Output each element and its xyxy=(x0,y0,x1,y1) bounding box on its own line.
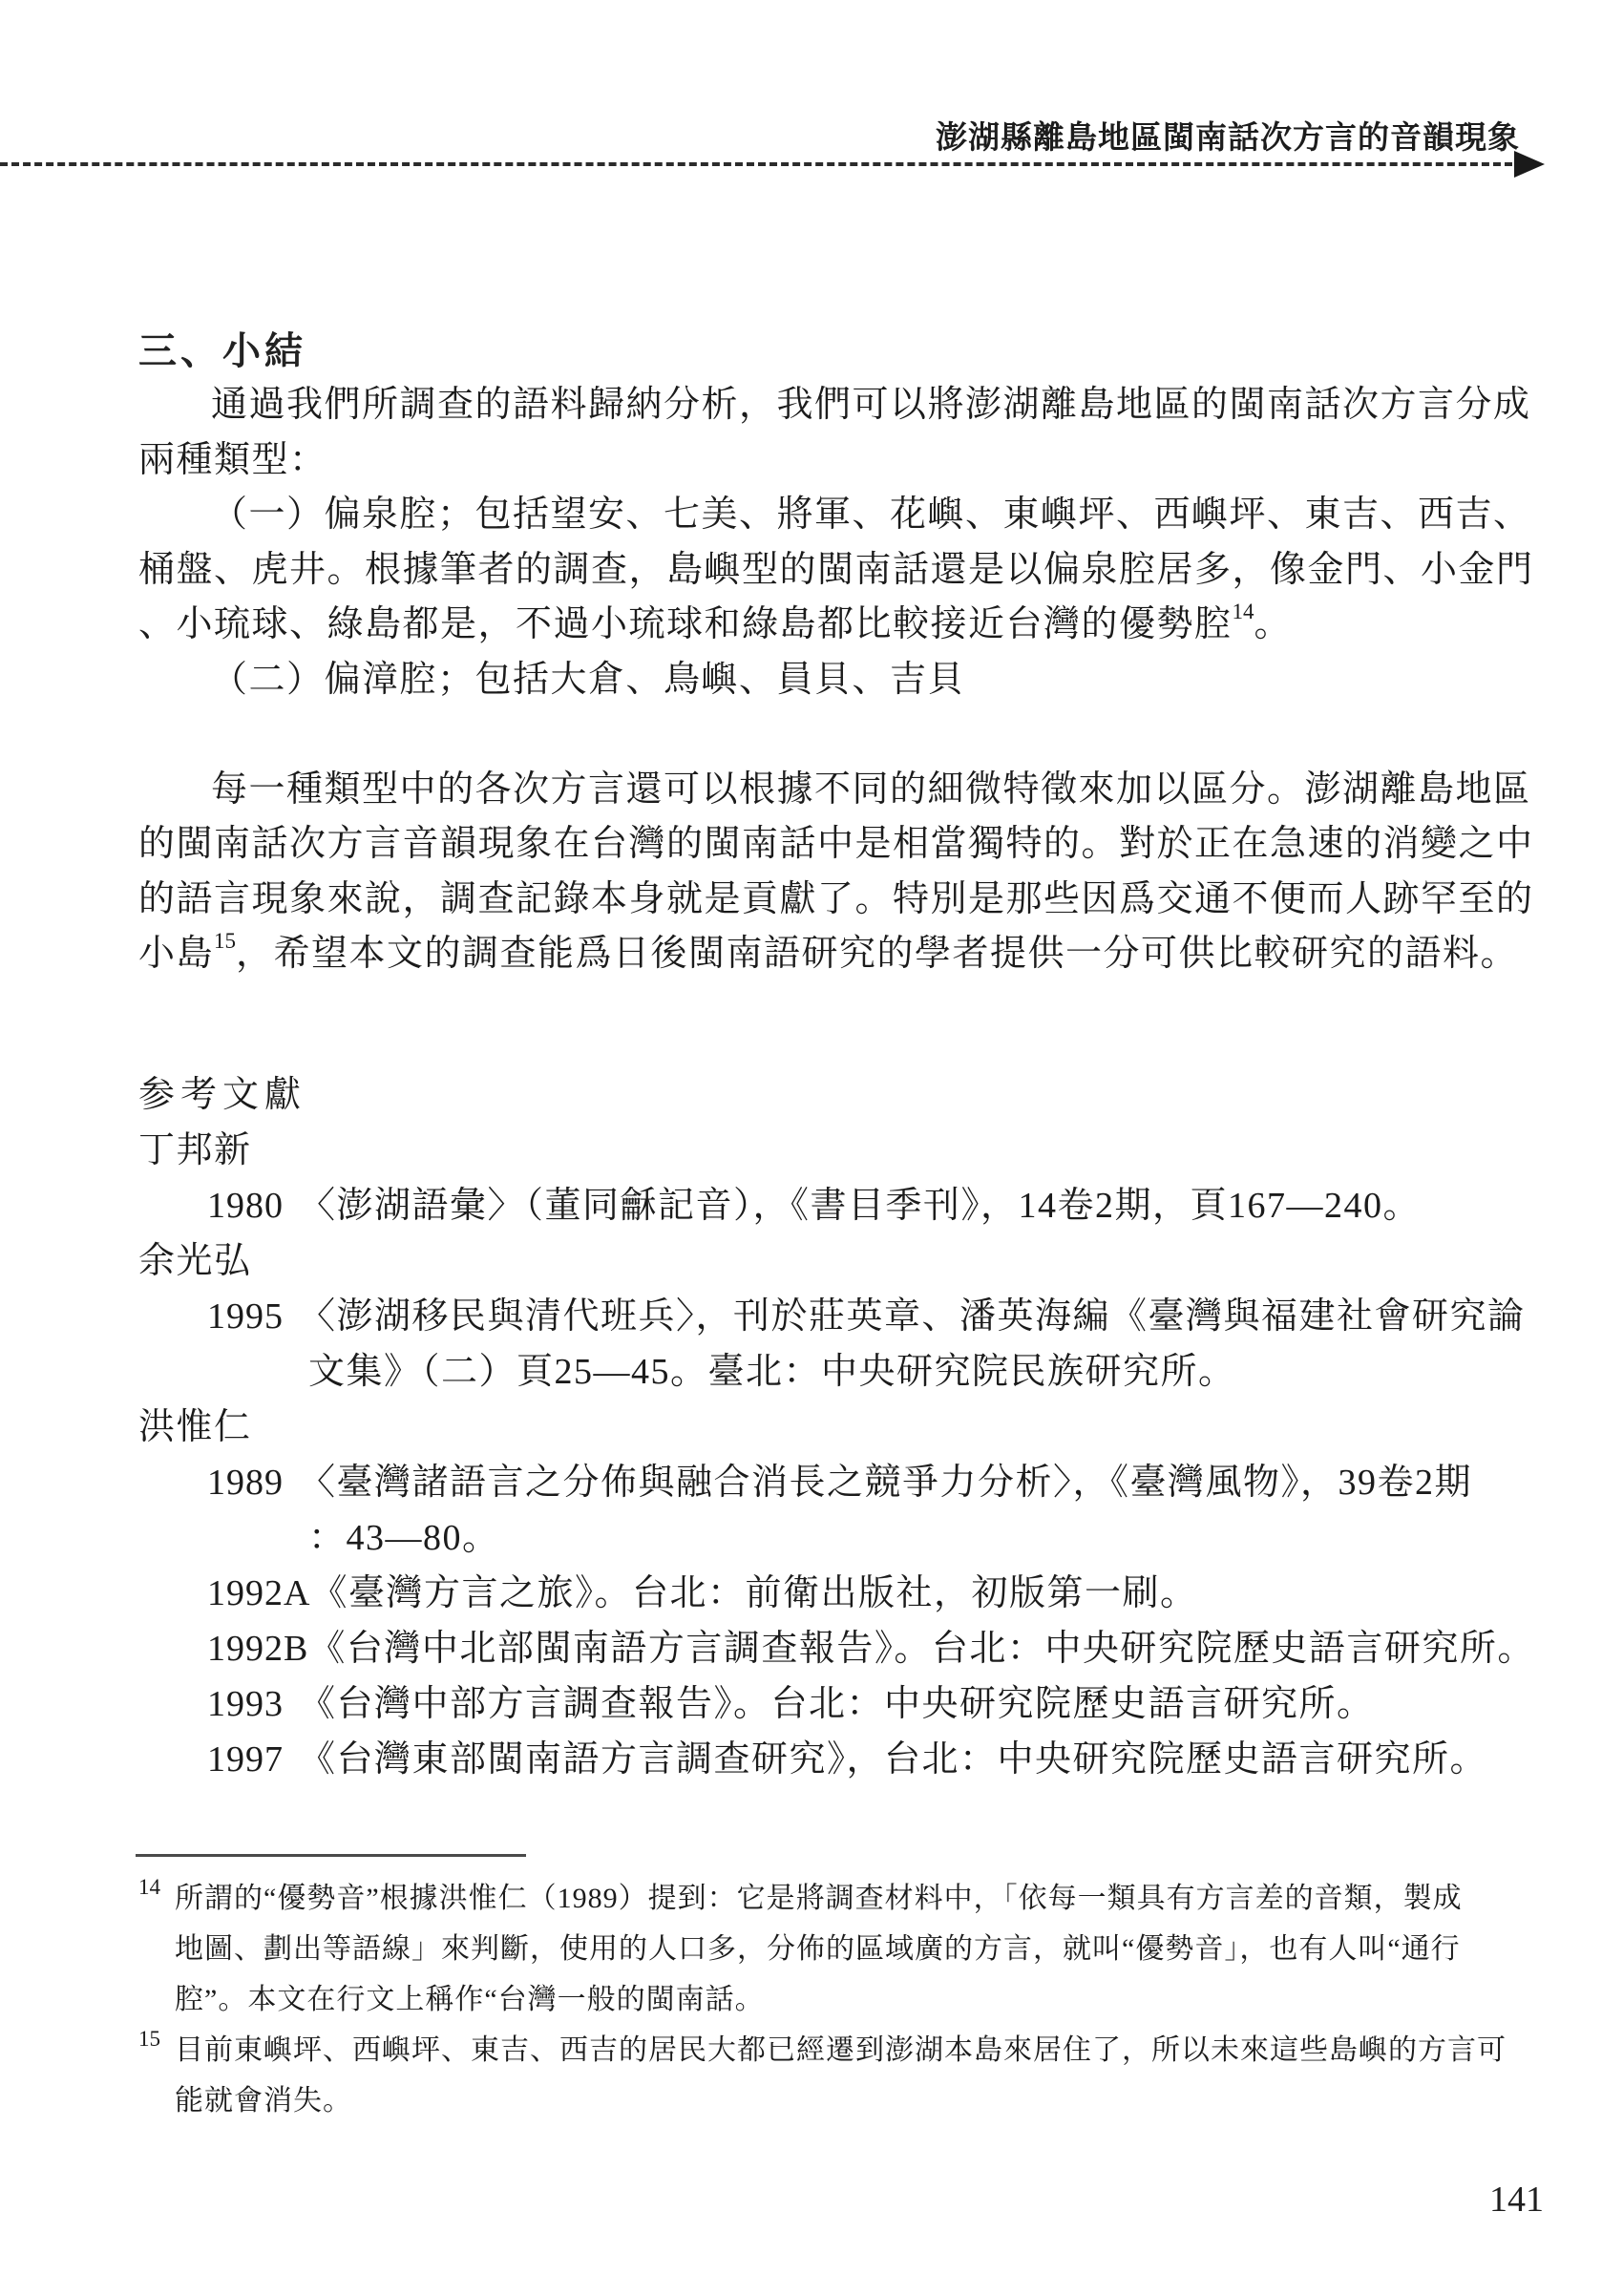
reference-text: 《台灣東部閩南語方言調查研究》，台北：中央研究院歷史語言研究所。 xyxy=(299,1739,1488,1780)
body-text-segment: 。 xyxy=(1254,604,1293,644)
footnotes-section xyxy=(138,1873,1513,2126)
page-number: 141 xyxy=(1489,2180,1544,2220)
reference-year: 1992B xyxy=(207,1629,309,1669)
reference-item xyxy=(138,1732,1504,1787)
body-line: 兩種類型： xyxy=(138,439,327,480)
footnote-separator xyxy=(136,1854,526,1857)
body-line: 的語言現象來說，調查記錄本身就是貢獻了。特別是那些因爲交通不便而人跡罕至的 xyxy=(138,878,1534,919)
reference-continuation: ：43—80。 xyxy=(308,1518,500,1558)
reference-year: 1980 xyxy=(207,1186,284,1226)
reference-text: 《台灣中部方言調查報告》。台北：中央研究院歷史語言研究所。 xyxy=(299,1684,1375,1724)
footnote-line: 腔”。本文在行文上稱作“台灣一般的閩南話。 xyxy=(175,1984,765,2015)
reference-item xyxy=(138,1676,1504,1732)
reference-text: 〈臺灣諸語言之分佈與融合消長之競爭力分析〉，《臺灣風物》，39卷2期 xyxy=(299,1463,1473,1503)
reference-item xyxy=(138,1621,1535,1676)
footnote-number: 14 xyxy=(138,1875,160,1899)
reference-item xyxy=(138,1566,1504,1621)
reference-author: 余光弘 xyxy=(138,1241,252,1281)
reference-continuation: 文集》（二）頁25—45。臺北：中央研究院民族研究所。 xyxy=(308,1352,1236,1392)
reference-text: 《臺灣方言之旅》。台北：前衛出版社，初版第一刷。 xyxy=(310,1573,1198,1613)
footnote-line: 地圖、劃出等語線」來判斷，使用的人口多，分佈的區域廣的方言，就叫“優勢音」，也有人叫“通行 xyxy=(175,1933,1461,1965)
reference-author: 洪惟仁 xyxy=(138,1407,252,1447)
body-line xyxy=(138,927,1519,982)
references-heading: 参考文獻 xyxy=(138,1075,307,1115)
reference-item xyxy=(138,1455,1504,1510)
footnote-line: 目前東嶼坪、西嶼坪、東吉、西吉的居民大都已經遷到澎湖本島來居住了，所以未來這些島嶼的方言可 xyxy=(175,2034,1507,2066)
body-line: 每一種類型中的各次方言還可以根據不同的細微特徵來加以區分。澎湖離島地區 xyxy=(211,769,1531,810)
body-line: 通過我們所調查的語料歸納分析，我們可以將澎湖離島地區的閩南話次方言分成 xyxy=(211,385,1531,425)
reference-year: 1989 xyxy=(207,1463,284,1503)
body-text-segment: 小島 xyxy=(138,934,215,974)
footnote-ref-15: 15 xyxy=(214,929,237,954)
reference-year: 1995 xyxy=(207,1296,284,1337)
footnote-line: 能就會消失。 xyxy=(175,2085,352,2117)
body-line: （二）偏漳腔；包括大倉、鳥嶼、員貝、吉貝 xyxy=(211,659,966,700)
section-title: 三、小結 xyxy=(138,330,306,372)
reference-year: 1997 xyxy=(207,1739,284,1780)
body-line xyxy=(138,598,1504,653)
footnote-14 xyxy=(138,1873,1513,2025)
body-text-segment: ，希望本文的調查能爲日後閩南語研究的學者提供一分可供比較研究的語料。 xyxy=(236,934,1519,974)
reference-text: 〈澎湖語彙〉（董同龢記音），《書目季刊》，14卷2期，頁167—240。 xyxy=(299,1186,1422,1226)
reference-year: 1992A xyxy=(207,1573,311,1613)
footnote-number: 15 xyxy=(138,2027,160,2051)
running-title: 澎湖縣離島地區閩南話次方言的音韻現象 xyxy=(936,119,1520,155)
reference-author: 丁邦新 xyxy=(138,1130,252,1170)
body-line: 的閩南話次方言音韻現象在台灣的閩南話中是相當獨特的。對於正在急速的消變之中 xyxy=(138,824,1534,864)
reference-text: 《台灣中北部閩南語方言調查報告》。台北：中央研究院歷史語言研究所。 xyxy=(308,1629,1535,1669)
header-dashed-rule xyxy=(0,162,1512,166)
body-text-segment: 、小琉球、綠島都是，不過小琉球和綠島都比較接近台灣的優勢腔 xyxy=(138,604,1233,644)
reference-item xyxy=(138,1178,1504,1233)
footnote-15 xyxy=(138,2025,1513,2126)
footnote-line: 所謂的“優勢音”根據洪惟仁（1989）提到：它是將調查材料中，「依每一類具有方言差的音類，製成 xyxy=(175,1883,1463,1914)
arrow-right-icon xyxy=(1514,151,1545,178)
body-line: 桶盤、虎井。根據筆者的調查，島嶼型的閩南話還是以偏泉腔居多，像金門、小金門 xyxy=(138,549,1534,590)
reference-item xyxy=(138,1289,1526,1344)
reference-text: 〈澎湖移民與清代班兵〉，刊於莊英章、潘英海編《臺灣與福建社會研究論 xyxy=(299,1296,1526,1337)
body-line: （一）偏泉腔；包括望安、七美、將軍、花嶼、東嶼坪、西嶼坪、東吉、西吉、 xyxy=(211,495,1531,535)
references-section xyxy=(138,1067,1535,1787)
body-text xyxy=(138,378,1534,982)
footnote-ref-14: 14 xyxy=(1232,600,1254,624)
reference-year: 1993 xyxy=(207,1684,284,1724)
